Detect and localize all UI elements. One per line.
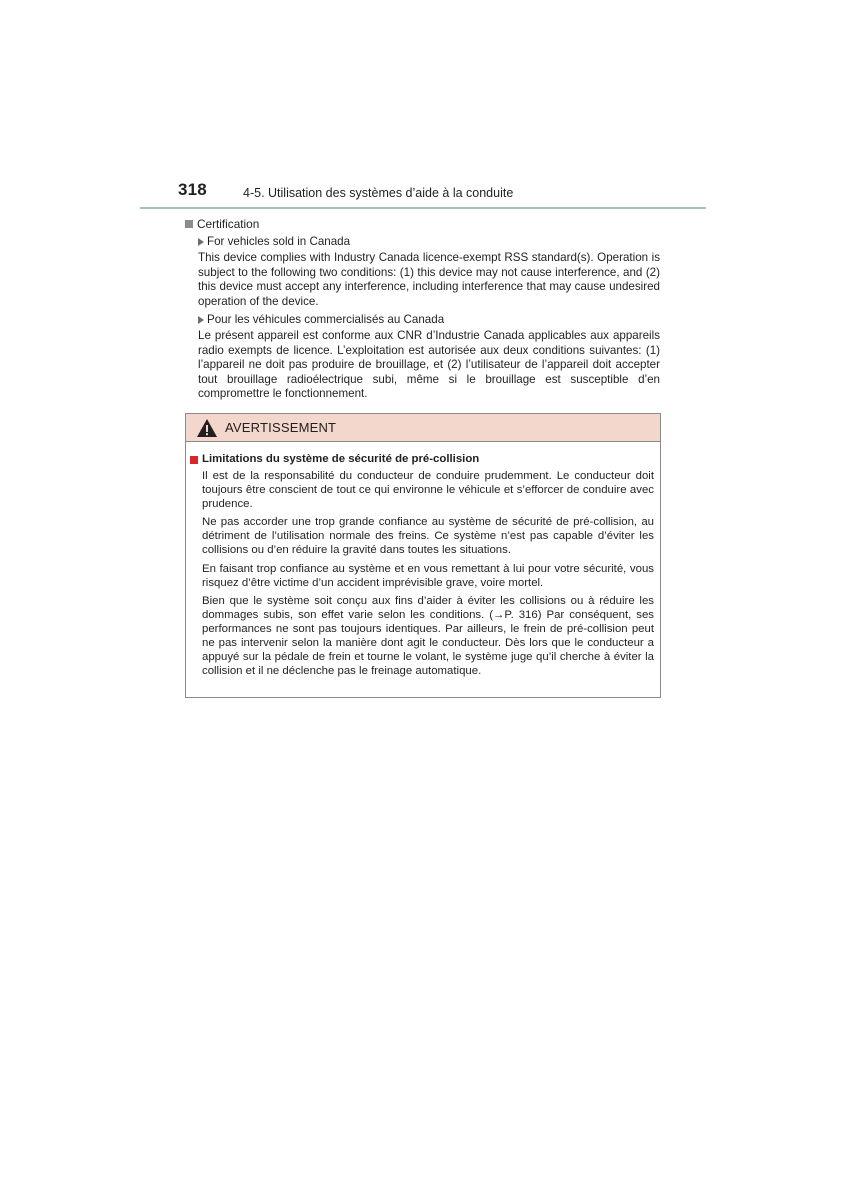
bullet-canada-fr-text: Pour les véhicules commercialisés au Canada bbox=[207, 312, 445, 326]
warning-header bbox=[186, 414, 660, 442]
warning-box bbox=[185, 413, 661, 698]
paragraph-canada-fr: Le présent appareil est conforme aux CNR d’Industrie Canada applicables aux appareils radio exempts de licence. L’exploitation est autorisée aux deux conditions suivantes: (1) l’appareil ne doit pas produire de brouillage, et (2) l’utilisateur de l’appareil doit accepter tout brouillage radioélectrique subi, même si le brouillage est susceptible d’en compromettre le fonctionnement. bbox=[198, 329, 660, 400]
bullet-canada-en bbox=[185, 234, 660, 250]
certification-section bbox=[185, 216, 660, 405]
warning-paragraph: Bien que le système soit conçu aux fins d’aider à éviter les collisions ou à réduire les dommages subis, son effet varie selon les conditions. (→P. 316) Par conséquent, ses performances ne sont pas toujours identiques. Par ailleurs, le frein de pré-collision peut ne pas intervenir selon la manière dont agit le conducteur. Dès lors que le conducteur a appuyé sur la pédale de frein et tourne le volant, le système juge qu’il cherche à éviter la collision et il ne déclenche pas le freinage automatique. bbox=[202, 594, 654, 678]
warning-heading-text: Limitations du système de sécurité de pré-collision bbox=[202, 453, 480, 466]
warning-paragraph: En faisant trop confiance au système et en vous remettant à lui pour votre sécurité, vous risquez d’être victime d’un accident imprévisible grave, voire mortel. bbox=[202, 562, 654, 589]
triangle-right-icon bbox=[198, 238, 204, 246]
warning-paragraph: Il est de la responsabilité du conducteur de conduire prudemment. Le conducteur doit toujours être conscient de tout ce qui environne le véhicule et s’efforcer de conduire avec prudence. bbox=[202, 470, 654, 511]
warning-triangle-icon bbox=[196, 418, 218, 438]
paragraph-canada-en: This device complies with Industry Canada licence-exempt RSS standard(s). Operation is subject to the following two conditions: (1) this device may not cause interference, and (2) this device must accept any interference, including interference that may cause undesired operation of the device. bbox=[198, 251, 660, 308]
triangle-right-icon bbox=[198, 316, 204, 324]
red-square-icon bbox=[190, 456, 198, 464]
bullet-canada-en-text: For vehicles sold in Canada bbox=[207, 234, 351, 248]
gray-square-icon bbox=[185, 220, 193, 228]
warning-paragraph: Ne pas accorder une trop grande confiance au système de sécurité de pré-collision, au détriment de l’utilisation normale des freins. Ce système n’est pas capable d’éviter les collisions ou d’en réduire la gravité dans toutes les situations. bbox=[202, 516, 654, 557]
section-title: 4-5. Utilisation des systèmes d’aide à la conduite bbox=[243, 186, 514, 200]
page-number: 318 bbox=[178, 180, 207, 199]
warning-body bbox=[186, 442, 660, 678]
bullet-canada-fr bbox=[185, 312, 660, 328]
certification-heading-text: Certification bbox=[197, 216, 260, 231]
header-rule bbox=[140, 207, 706, 209]
warning-heading bbox=[190, 452, 654, 467]
certification-heading bbox=[185, 216, 660, 232]
warning-title: AVERTISSEMENT bbox=[225, 420, 337, 435]
